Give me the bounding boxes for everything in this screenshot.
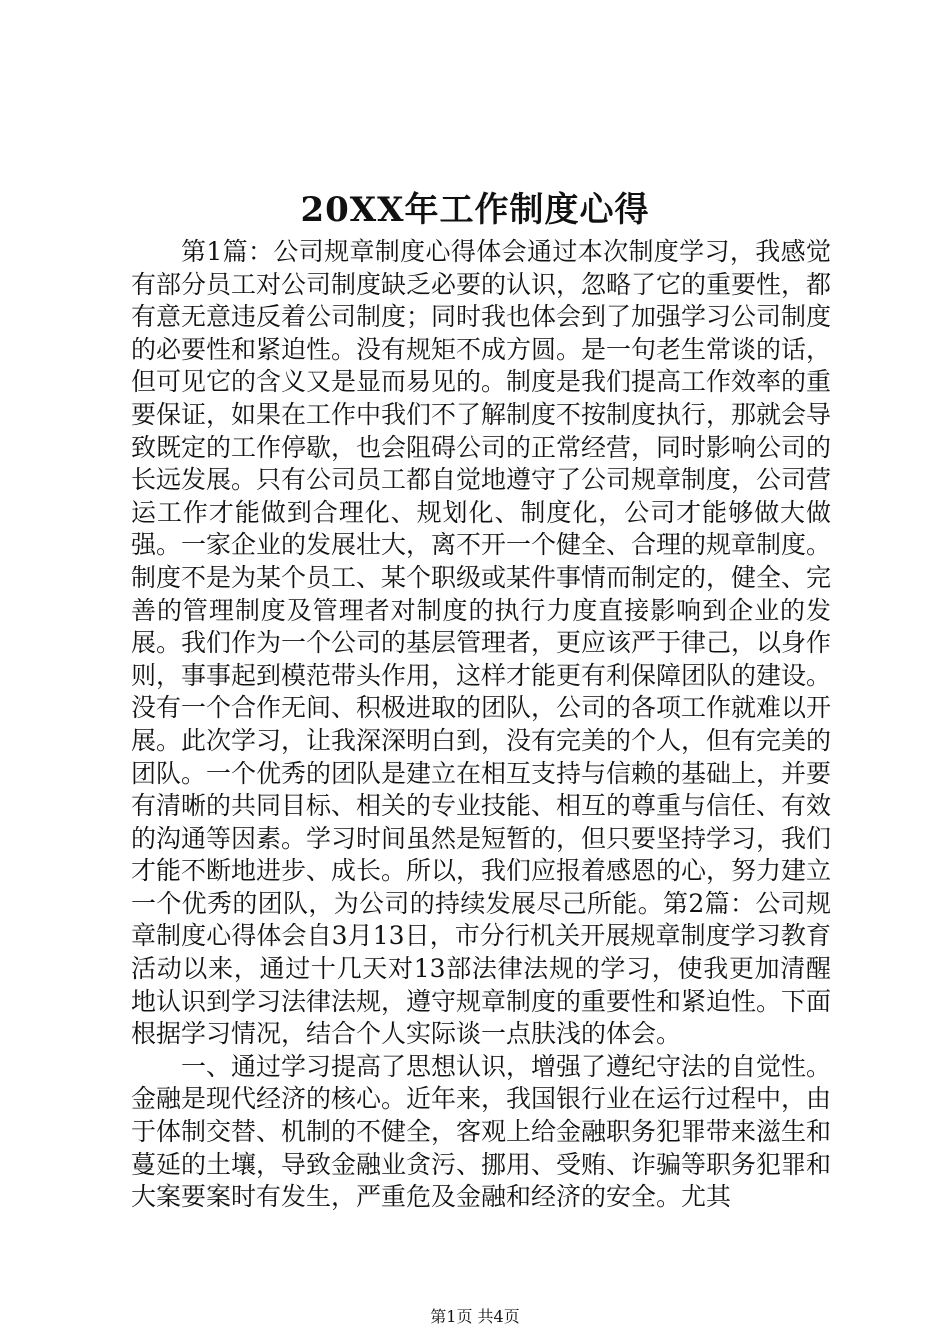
document-title: 20XX年工作制度心得 [300,190,650,230]
document-body [131,236,831,1214]
paragraph-2: 一、通过学习提高了思想认识，增强了遵纪守法的自觉性。金融是现代经济的核心。近年来，我国银行业在运行过程中，由于体制交替、机制的不健全，客观上给金融职务犯罪带来滋生和蔓延的土壤，导致金融业贪污、挪用、受贿、诈骗等职务犯罪和大案要案时有发生，严重危及金融和经济的安全。尤其 [131,1051,832,1212]
page-footer: 第1页 共4页 [430,1307,520,1326]
paragraph-1: 第1篇：公司规章制度心得体会通过本次制度学习，我感觉有部分员工对公司制度缺乏必要的认识，忽略了它的重要性，都有意无意违反着公司制度；同时我也体会到了加强学习公司制度的必要性和紧迫性。没有规矩不成方圆。是一句老生常谈的话，但可见它的含义又是显而易见的。制度是我们提高工作效率的重要保证，如果在工作中我们不了解制度不按制度执行，那就会导致既定的工作停歇，也会阻碍公司的正常经营，同时影响公司的长远发展。只有公司员工都自觉地遵守了公司规章制度，公司营运工作才能做到合理化、规划化、制度化，公司才能够做大做强。一家企业的发展壮大，离不开一个健全、合理的规章制度。制度不是为某个员工、某个职级或某件事情而制定的，健全、完善的管理制度及管理者对制度的执行力度直接影响到企业的发展。我们作为一个公司的基层管理者，更应该严于律己，以身作则，事事起到模范带头作用，这样才能更有利保障团队的建设。没有一个合作无间、积极进取的团队，公司的各项工作就难以开展。此次学习，让我深深明白到，没有完美的个人，但有完美的团队。一个优秀的团队是建立在相互支持与信赖的基础上，并要有清晰的共同目标、相关的专业技能、相互的尊重与信任、有效的沟通等因素。学习时间虽然是短暂的，但只要坚持学习，我们才能不断地进步、成长。所以，我们应报着感恩的心，努力建立一个优秀的团队，为公司的持续发展尽己所能。第2篇：公司规章制度心得体会自3月13日，市分行机关开展规章制度学习教育活动以来，通过十几天对13部法律法规的学习，使我更加清醒地认识到学习法律法规，遵守规章制度的重要性和紧迫性。下面根据学习情况，结合个人实际谈一点肤浅的体会。 [131,237,832,1049]
